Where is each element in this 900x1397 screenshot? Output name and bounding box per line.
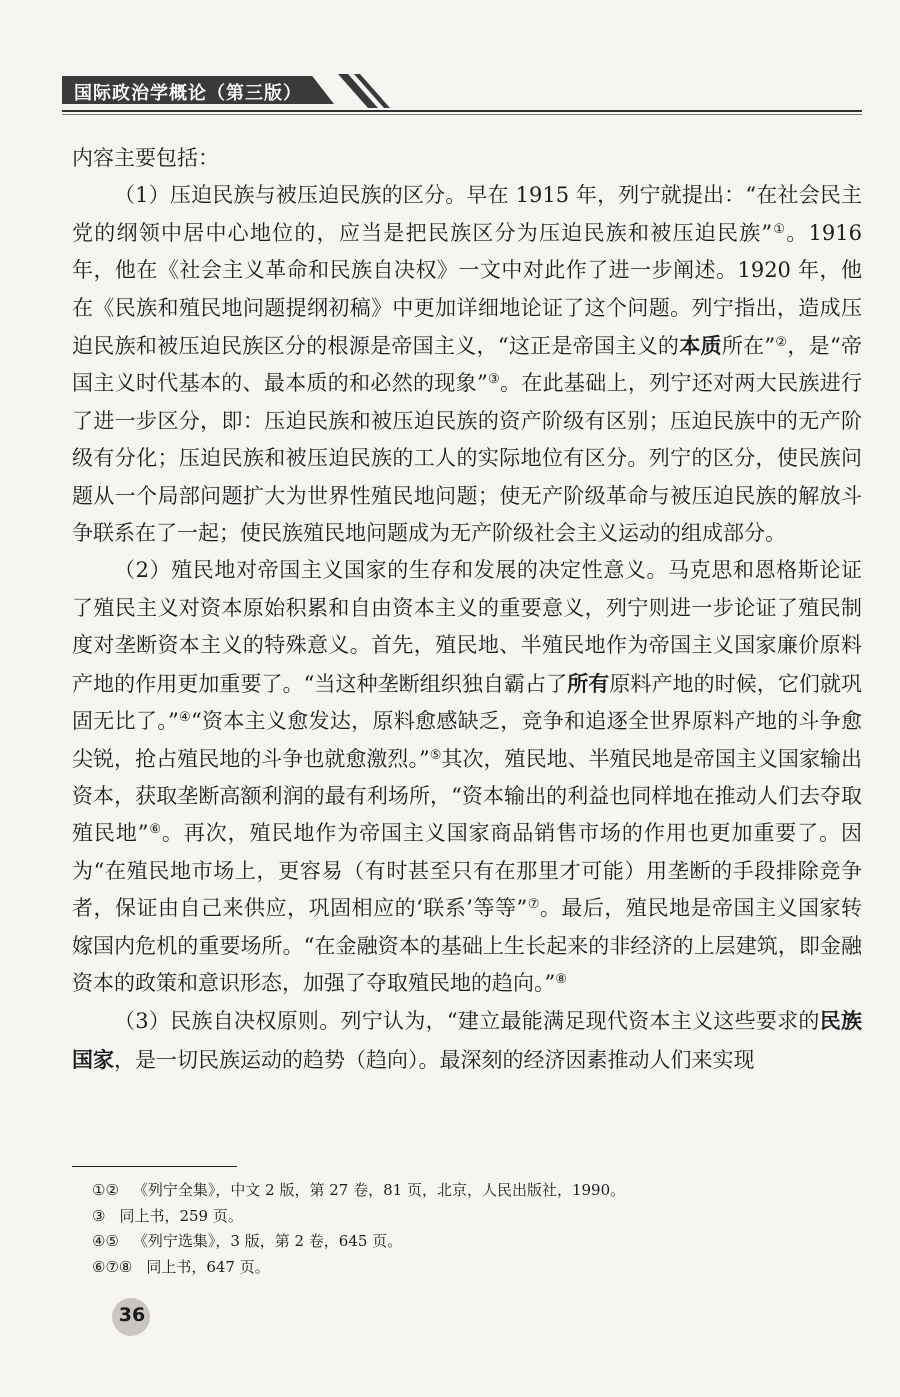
footnote-mark: ⑥⑦⑧ bbox=[92, 1257, 133, 1276]
paragraph-3 bbox=[72, 1002, 862, 1079]
footnote-ref: ① bbox=[772, 221, 787, 237]
footnote-ref: ③ bbox=[487, 372, 500, 388]
footnote-item bbox=[92, 1229, 852, 1255]
text-run: 。在此基础上，列宁还对两大民族进行了进一步区分，即：压迫民族和被压迫民族的资产阶级有区别；压迫民族中的无产阶级有分化；压迫民族和被压迫民族的工人的实际地位有区分。列宁的区分，使民族问题从一个局部问题扩大为世界性殖民地问题；使无产阶级革命与被压迫民族的解放斗争联系在了一起；使民族殖民地问题成为无产阶级社会主义运动的组成部分。 bbox=[72, 371, 863, 546]
footnotes bbox=[92, 1178, 852, 1280]
footnote-rule bbox=[72, 1166, 237, 1167]
header-rule bbox=[62, 110, 862, 112]
book-title: 国际政治学概论（第三版） bbox=[74, 83, 302, 104]
footnote-text: 《列宁选集》，3 版，第 2 卷，645 页。 bbox=[132, 1232, 403, 1250]
text-run: 。再次，殖民地作为帝国主义国家商品销售市场的作用也更加重要了。因为“在殖民地市场上，更容易（有时甚至只有在那里才可能）用垄断的手段排除竞争者，保证由自己来供应，巩固相应的‘联系’等等” bbox=[72, 821, 862, 921]
footnote-mark: ④⑤ bbox=[92, 1232, 119, 1250]
text-run: “资本主义愈发达，原料愈感缺乏，竞争和追逐全世界原料产地的斗争愈尖锐，抢占殖民地的斗争也就愈激烈。” bbox=[72, 709, 862, 771]
paragraph-2 bbox=[72, 552, 862, 1002]
text-run: （1）压迫民族与被压迫民族的区分。早在 1915 年，列宁就提出：“在社会民主党的纲领中居中心地位的，应当是把民族区分为压迫民族和被压迫民族” bbox=[72, 183, 862, 245]
bold-term: 本质 bbox=[679, 333, 722, 359]
bold-term: 所有 bbox=[567, 670, 610, 696]
footnote-ref: ② bbox=[775, 335, 788, 351]
bold-term: 民族国家 bbox=[72, 1008, 863, 1072]
footnote-item bbox=[92, 1255, 852, 1281]
footnote-ref: ⑦ bbox=[527, 897, 540, 913]
text-run: 所在” bbox=[721, 334, 776, 359]
footnote-text: 同上书，647 页。 bbox=[146, 1257, 270, 1276]
page-number: 36 bbox=[118, 1304, 146, 1326]
text-run: （3）民族自决权原则。列宁认为，“建立最能满足现代资本主义这些要求的 bbox=[114, 1009, 820, 1034]
text-run: ，是“帝国主义时代基本的、最本质的和必然的现象” bbox=[72, 334, 863, 396]
footnote-mark: ③ bbox=[92, 1206, 106, 1225]
page-number-badge bbox=[112, 1298, 152, 1338]
footnote-item bbox=[92, 1178, 852, 1204]
intro-text: 内容主要包括： bbox=[72, 146, 219, 170]
paragraph-1 bbox=[72, 177, 862, 552]
intro-line bbox=[72, 140, 862, 177]
header-rule-thin bbox=[62, 114, 862, 115]
footnote-text: 《列宁全集》，中文 2 版，第 27 卷，81 页，北京，人民出版社，1990。 bbox=[132, 1181, 626, 1199]
footnote-ref: ⑧ bbox=[555, 971, 567, 987]
text-run: （2）殖民地对帝国主义国家的生存和发展的决定性意义。马克思和恩格斯论证了殖民主义对资本原始积累和自由资本主义的重要意义，列宁则进一步论证了殖民制度对垄断资本主义的特殊意义。首先，殖民地、半殖民地作为帝国主义国家廉价原料产地的作用更加重要了。“当这种垄断组织独自霸占了 bbox=[72, 558, 862, 696]
footnote-mark: ①② bbox=[92, 1181, 119, 1199]
footnote-ref: ④ bbox=[178, 710, 191, 726]
main-text bbox=[72, 140, 862, 1079]
footnote-ref: ⑥ bbox=[148, 822, 162, 838]
text-run: 。最后，殖民地是帝国主义国家转嫁国内危机的重要场所。“在金融资本的基础上生长起来的非经济的上层建筑，即金融资本的政策和意识形态，加强了夺取殖民地的趋向。” bbox=[72, 896, 862, 995]
header-slash-decoration bbox=[334, 74, 414, 108]
footnote-ref: ⑤ bbox=[429, 747, 442, 763]
footnote-item bbox=[92, 1204, 852, 1230]
text-run: 。1916 年，他在《社会主义革命和民族自决权》一文中对此作了进一步阐述。1920 年，他在《民族和殖民地问题提纲初稿》中更加详细地论证了这个问题。列宁指出，造成压迫民族和被压迫民族区分的根源是帝国主义，“这正是帝国主义的 bbox=[72, 220, 862, 359]
text-run: ，是一切民族运动的趋势（趋向）。最深刻的经济因素推动人们来实现 bbox=[114, 1047, 755, 1072]
running-header bbox=[62, 76, 372, 108]
footnote-text: 同上书，259 页。 bbox=[119, 1206, 243, 1225]
text-run: 原料产地的时候，它们就巩固无比了。” bbox=[72, 671, 863, 734]
text-run: 其次，殖民地、半殖民地是帝国主义国家输出资本，获取垄断高额利润的最有利场所，“资本输出的利益也同样地在推动人们去夺取殖民地” bbox=[72, 746, 863, 846]
